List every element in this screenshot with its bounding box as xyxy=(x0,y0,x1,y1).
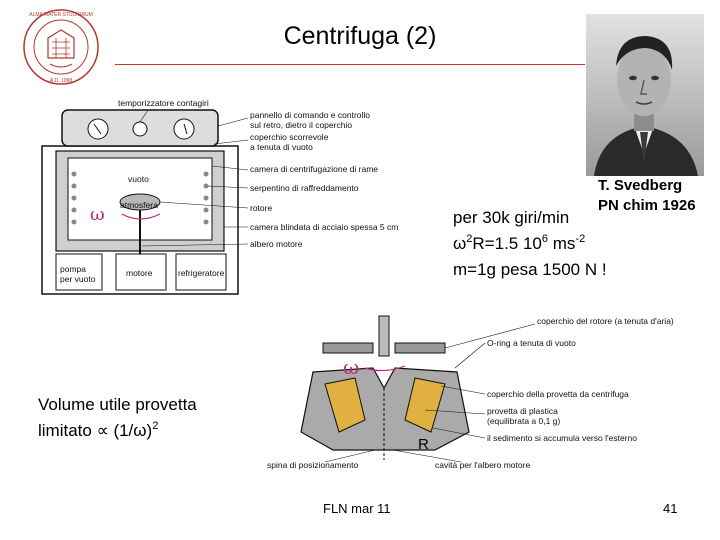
armored-label: camera blindata di acciaio spessa 5 cm xyxy=(250,222,399,232)
svg-text:A.D. 1088: A.D. 1088 xyxy=(49,78,73,84)
caption-name: T. Svedberg xyxy=(598,177,683,194)
volume-text xyxy=(38,392,197,444)
svg-text:ALMA MATER STUDIORUM: ALMA MATER STUDIORUM xyxy=(29,12,93,18)
motor-label: motore xyxy=(126,268,153,278)
cover-label-1: coperchio scorrevole xyxy=(250,132,329,142)
omega-symbol-2: ω xyxy=(343,355,360,379)
page-number: 41 xyxy=(663,501,678,516)
pin-label: spina di posizionamento xyxy=(267,460,359,470)
tube-label-2: (equilibrata a 0,1 g) xyxy=(487,416,561,426)
vacuum-label: vuoto xyxy=(128,174,149,184)
caption-nobel: PN chim 1926 xyxy=(598,197,696,214)
centrifuge-diagram xyxy=(38,96,430,302)
tube-label-1: provetta di plastica xyxy=(487,406,558,416)
physics-line-weight: m=1g pesa 1500 N ! xyxy=(453,260,607,279)
chamber-label: camera di centrifugazione di rame xyxy=(250,164,379,174)
atmosphere-label: atmosfera xyxy=(120,200,158,210)
omega-symbol: ω xyxy=(90,204,105,225)
title-underline xyxy=(115,64,585,65)
volume-line-2: limitato ∝ $(1/\omega)^2$ xyxy=(38,420,159,440)
panel-label-2: sul retro, dietro il coperchio xyxy=(250,120,353,130)
rotor-label: rotore xyxy=(250,203,273,213)
portrait-caption xyxy=(598,176,696,216)
sediment-label: il sedimento si accumula verso l'esterno xyxy=(487,433,637,443)
fridge-label: refrigeratore xyxy=(178,268,225,278)
slide-title: Centrifuga (2) xyxy=(283,22,437,50)
coil-label: serpentino di raffreddamento xyxy=(250,183,359,193)
footer-text: FLN mar 11 xyxy=(323,501,391,516)
physics-text xyxy=(453,205,607,283)
cover-label-2: a tenuta di vuoto xyxy=(250,142,313,152)
svedberg-portrait xyxy=(586,14,704,176)
cavity-label: cavità per l'albero motore xyxy=(435,460,531,470)
radius-label: R xyxy=(418,436,429,453)
rotor-section-diagram xyxy=(265,310,695,475)
panel-label-1: pannello di comando e controllo xyxy=(250,110,371,120)
oring-label: O-ring a tenuta di vuoto xyxy=(487,338,576,348)
timer-label: temporizzatore contagiri xyxy=(118,98,209,108)
tube-cover-label: coperchio della provetta da centrifuga xyxy=(487,389,629,399)
pump-label-1: pompa xyxy=(60,264,86,274)
pump-label-2: per vuoto xyxy=(60,274,96,284)
shaft-label: albero motore xyxy=(250,239,303,249)
physics-line-acceleration: $\omega^2R=1.5$ $10^6$ $ms^{-2}$ xyxy=(453,233,586,253)
physics-line-rpm: per 30k giri/min xyxy=(453,208,570,227)
volume-line-1: Volume utile provetta xyxy=(38,395,197,414)
rotor-cover-label: coperchio del rotore (a tenuta d'aria) xyxy=(537,316,674,326)
